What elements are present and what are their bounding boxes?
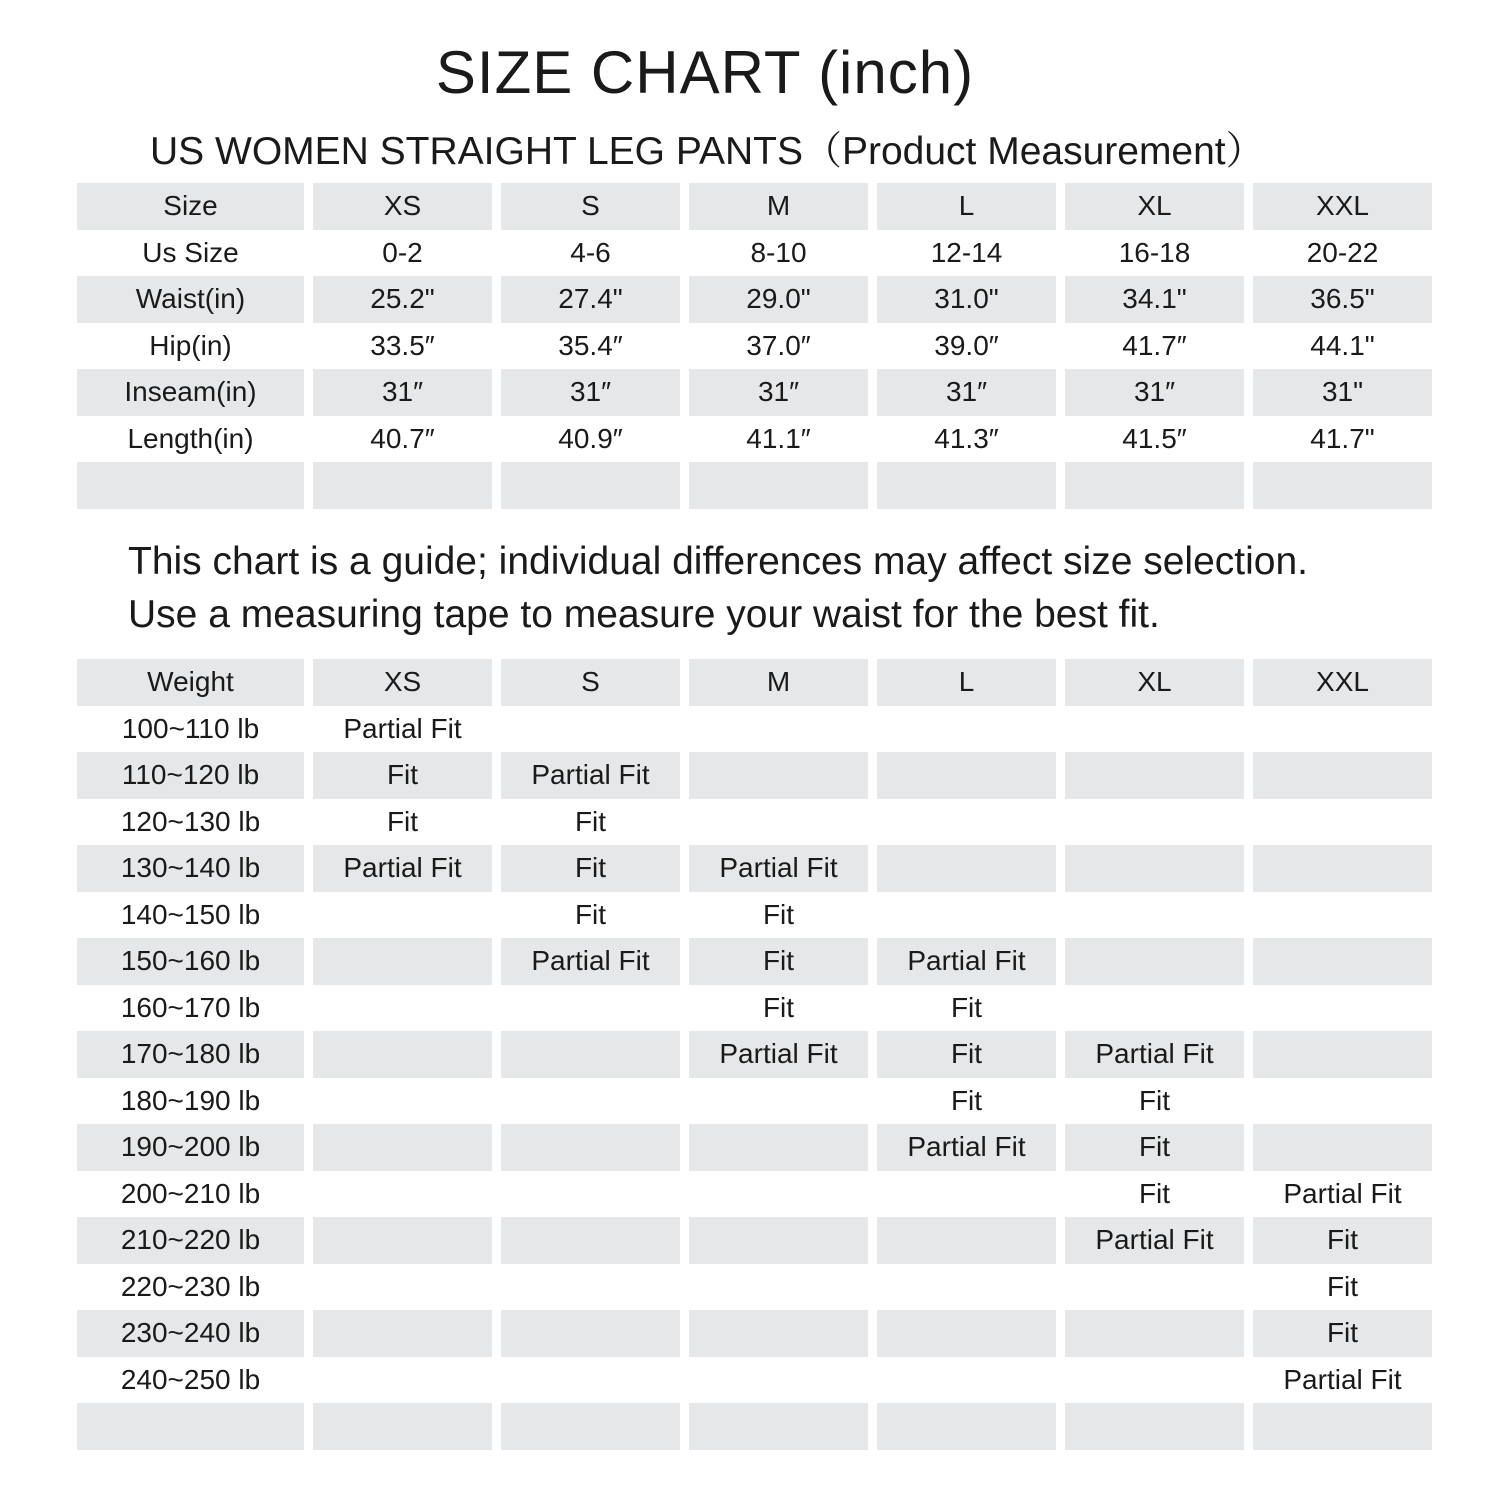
table-cell: Fit <box>1253 1310 1432 1357</box>
table-cell <box>313 1403 492 1450</box>
table-row <box>77 938 1432 985</box>
row-label-cell: 130~140 lb <box>77 845 304 892</box>
table-row <box>77 1357 1432 1404</box>
table-cell <box>1253 892 1432 939</box>
table-cell <box>313 938 492 985</box>
table-cell: 31.0" <box>877 276 1056 323</box>
table-cell: Partial Fit <box>1065 1031 1244 1078</box>
header-cell: XS <box>313 659 492 706</box>
table-cell: Fit <box>574 898 607 930</box>
row-label-cell: 160~170 lb <box>120 991 261 1023</box>
table-cell: 31″ <box>501 369 680 416</box>
table-row <box>77 1264 1432 1311</box>
table-cell <box>877 1171 1056 1218</box>
table-cell: Fit <box>501 845 680 892</box>
table-row <box>77 276 1432 323</box>
table-cell <box>501 1310 680 1357</box>
header-cell: XXL <box>1253 659 1432 706</box>
table-cell <box>1253 1078 1432 1125</box>
table-cell: 39.0″ <box>934 329 999 361</box>
table-cell <box>1253 985 1432 1032</box>
table-cell: 31″ <box>313 369 492 416</box>
table-cell: Fit <box>1326 1270 1359 1302</box>
header-cell: XXL <box>1253 183 1432 230</box>
table-row <box>77 799 1432 846</box>
table-cell <box>313 1357 492 1404</box>
header-cell: XL <box>1065 183 1244 230</box>
row-label-cell: Length(in) <box>127 422 254 454</box>
table-cell: Partial Fit <box>689 1031 868 1078</box>
table-cell <box>501 1217 680 1264</box>
table-cell: Fit <box>1065 1124 1244 1171</box>
table-cell: 35.4″ <box>558 329 623 361</box>
row-label-cell: 150~160 lb <box>77 938 304 985</box>
table-cell <box>1065 1403 1244 1450</box>
table-cell: 31" <box>1253 369 1432 416</box>
table-cell <box>689 706 868 753</box>
row-label-cell <box>77 1403 304 1450</box>
table-cell: Fit <box>689 938 868 985</box>
table-cell <box>313 1171 492 1218</box>
table-cell: 40.9″ <box>558 422 623 454</box>
header-cell: XS <box>313 183 492 230</box>
table-cell <box>877 752 1056 799</box>
table-cell <box>1065 1264 1244 1311</box>
table-row <box>77 1078 1432 1125</box>
table-cell: Fit <box>950 1084 983 1116</box>
table-cell: 0-2 <box>382 236 423 268</box>
table-cell: 34.1" <box>1065 276 1244 323</box>
row-label-cell: Hip(in) <box>149 329 232 361</box>
table-cell <box>1065 752 1244 799</box>
table-cell <box>313 892 492 939</box>
row-label-cell: 180~190 lb <box>120 1084 261 1116</box>
guide-note-line-2: Use a measuring tape to measure your waist for the best fit. <box>128 593 1160 636</box>
table-cell: Partial Fit <box>1065 1217 1244 1264</box>
table-cell: Fit <box>762 991 795 1023</box>
row-label-cell: 220~230 lb <box>120 1270 261 1302</box>
table-cell: 31″ <box>689 369 868 416</box>
table-cell: 41.7" <box>1310 422 1375 454</box>
table-cell: Fit <box>1138 1177 1171 1209</box>
table-cell: 44.1" <box>1310 329 1375 361</box>
table-cell: Partial Fit <box>1283 1177 1402 1209</box>
table-cell: 31″ <box>877 369 1056 416</box>
table-row <box>77 1310 1432 1357</box>
table-cell <box>313 1124 492 1171</box>
table-cell <box>313 1264 492 1311</box>
table-cell <box>1253 938 1432 985</box>
table-row <box>77 1403 1432 1450</box>
table-row <box>77 323 1432 370</box>
table-cell: 16-18 <box>1118 236 1191 268</box>
header-cell: M <box>689 659 868 706</box>
table-cell <box>877 1217 1056 1264</box>
table-row <box>77 1031 1432 1078</box>
table-cell: Fit <box>950 991 983 1023</box>
page-subtitle: US WOMEN STRAIGHT LEG PANTS（Product Measurement） <box>150 130 1265 173</box>
table-cell <box>877 706 1056 753</box>
row-label-cell: 230~240 lb <box>77 1310 304 1357</box>
table-cell: 41.1″ <box>746 422 811 454</box>
row-label-cell: 240~250 lb <box>120 1363 261 1395</box>
table-cell: 4-6 <box>570 236 611 268</box>
table-cell <box>1065 938 1244 985</box>
table-cell <box>501 1124 680 1171</box>
table-row <box>77 1171 1432 1218</box>
table-row <box>77 752 1432 799</box>
table-header-row <box>77 659 1432 706</box>
table-cell: Partial Fit <box>501 752 680 799</box>
table-cell: Fit <box>1138 1084 1171 1116</box>
table-cell <box>313 985 492 1032</box>
row-label-cell: 210~220 lb <box>77 1217 304 1264</box>
row-label-cell: Inseam(in) <box>77 369 304 416</box>
table-cell: 40.7″ <box>370 422 435 454</box>
table-cell <box>689 1217 868 1264</box>
table-cell <box>877 462 1056 509</box>
table-cell <box>313 1310 492 1357</box>
table-cell <box>689 1124 868 1171</box>
table-cell <box>689 1403 868 1450</box>
table-cell <box>1253 706 1432 753</box>
table-cell <box>877 1403 1056 1450</box>
table-cell: Fit <box>574 805 607 837</box>
row-label-cell: 170~180 lb <box>77 1031 304 1078</box>
table-cell: Partial Fit <box>501 938 680 985</box>
table-cell <box>877 1310 1056 1357</box>
table-cell <box>877 892 1056 939</box>
page-title: SIZE CHART (inch) <box>435 39 975 106</box>
table-cell <box>501 1171 680 1218</box>
table-cell <box>1253 1403 1432 1450</box>
header-cell: S <box>501 183 680 230</box>
table-row <box>77 845 1432 892</box>
table-cell <box>1065 462 1244 509</box>
table-cell: 27.4" <box>501 276 680 323</box>
table-cell <box>501 1403 680 1450</box>
table-cell <box>501 706 680 753</box>
table-cell <box>689 1078 868 1125</box>
table-cell <box>313 1078 492 1125</box>
row-label-cell: 110~120 lb <box>77 752 304 799</box>
header-cell: L <box>877 183 1056 230</box>
table-cell: Partial Fit <box>877 938 1056 985</box>
table-cell: Partial Fit <box>343 712 462 744</box>
table-cell <box>313 1031 492 1078</box>
table-cell <box>313 1217 492 1264</box>
header-cell: S <box>501 659 680 706</box>
table-cell <box>689 799 868 846</box>
table-cell: Fit <box>877 1031 1056 1078</box>
table-cell: 20-22 <box>1306 236 1379 268</box>
table-cell <box>313 462 492 509</box>
table-cell: Partial Fit <box>877 1124 1056 1171</box>
row-label-cell: Waist(in) <box>77 276 304 323</box>
table-cell <box>689 1264 868 1311</box>
table-cell: Partial Fit <box>1283 1363 1402 1395</box>
table-cell <box>689 1171 868 1218</box>
table-cell: 37.0″ <box>746 329 811 361</box>
table-cell <box>1065 985 1244 1032</box>
table-cell <box>501 985 680 1032</box>
table-cell: Fit <box>762 898 795 930</box>
table-cell <box>501 1031 680 1078</box>
table-row <box>77 1124 1432 1171</box>
table-row <box>77 462 1432 509</box>
table-cell <box>1065 799 1244 846</box>
row-label-cell: 200~210 lb <box>120 1177 261 1209</box>
header-cell: Weight <box>77 659 304 706</box>
table-cell: 25.2" <box>313 276 492 323</box>
table-cell <box>1065 845 1244 892</box>
table-cell: 41.3″ <box>934 422 999 454</box>
table-row <box>77 416 1432 463</box>
table-row <box>77 985 1432 1032</box>
table-cell: Partial Fit <box>313 845 492 892</box>
table-cell <box>689 462 868 509</box>
header-cell: XL <box>1065 659 1244 706</box>
table-cell <box>1253 1124 1432 1171</box>
table-cell: Partial Fit <box>689 845 868 892</box>
table-cell <box>1253 752 1432 799</box>
table-cell <box>877 845 1056 892</box>
table-cell: Fit <box>313 752 492 799</box>
row-label-cell: Us Size <box>142 236 239 268</box>
table-cell: 41.7″ <box>1122 329 1187 361</box>
table-cell <box>1065 1357 1244 1404</box>
table-cell: 29.0" <box>689 276 868 323</box>
table-cell: 41.5″ <box>1122 422 1187 454</box>
table-cell: 36.5" <box>1253 276 1432 323</box>
table-cell: Fit <box>386 805 419 837</box>
row-label-cell: 190~200 lb <box>77 1124 304 1171</box>
header-cell: L <box>877 659 1056 706</box>
table-cell <box>1253 799 1432 846</box>
table-cell <box>1253 1031 1432 1078</box>
weight-fit-table <box>77 659 1432 1450</box>
table-row <box>77 706 1432 753</box>
table-cell <box>501 1078 680 1125</box>
table-cell <box>1253 845 1432 892</box>
table-cell <box>1065 1310 1244 1357</box>
row-label-cell: 140~150 lb <box>120 898 261 930</box>
row-label-cell: 100~110 lb <box>121 712 260 744</box>
guide-note-line-1: This chart is a guide; individual differences may affect size selection. <box>128 540 1308 583</box>
table-cell <box>501 1264 680 1311</box>
table-cell <box>877 1357 1056 1404</box>
table-row <box>77 1217 1432 1264</box>
table-cell: 8-10 <box>750 236 807 268</box>
table-cell: 31″ <box>1065 369 1244 416</box>
table-row <box>77 230 1432 277</box>
table-cell <box>1065 892 1244 939</box>
table-cell <box>877 799 1056 846</box>
table-header-row <box>77 183 1432 230</box>
table-cell <box>877 1264 1056 1311</box>
table-cell: 33.5″ <box>370 329 435 361</box>
table-cell <box>501 1357 680 1404</box>
measurement-table <box>77 183 1432 509</box>
table-cell: Fit <box>1253 1217 1432 1264</box>
table-row <box>77 369 1432 416</box>
table-cell <box>501 462 680 509</box>
table-cell <box>1065 706 1244 753</box>
table-cell <box>689 752 868 799</box>
table-cell <box>689 1310 868 1357</box>
header-cell: Size <box>77 183 304 230</box>
table-cell <box>689 1357 868 1404</box>
row-label-cell: 120~130 lb <box>120 805 261 837</box>
table-cell <box>1253 462 1432 509</box>
header-cell: M <box>689 183 868 230</box>
table-cell: 12-14 <box>930 236 1003 268</box>
row-label-cell <box>77 462 304 509</box>
table-row <box>77 892 1432 939</box>
